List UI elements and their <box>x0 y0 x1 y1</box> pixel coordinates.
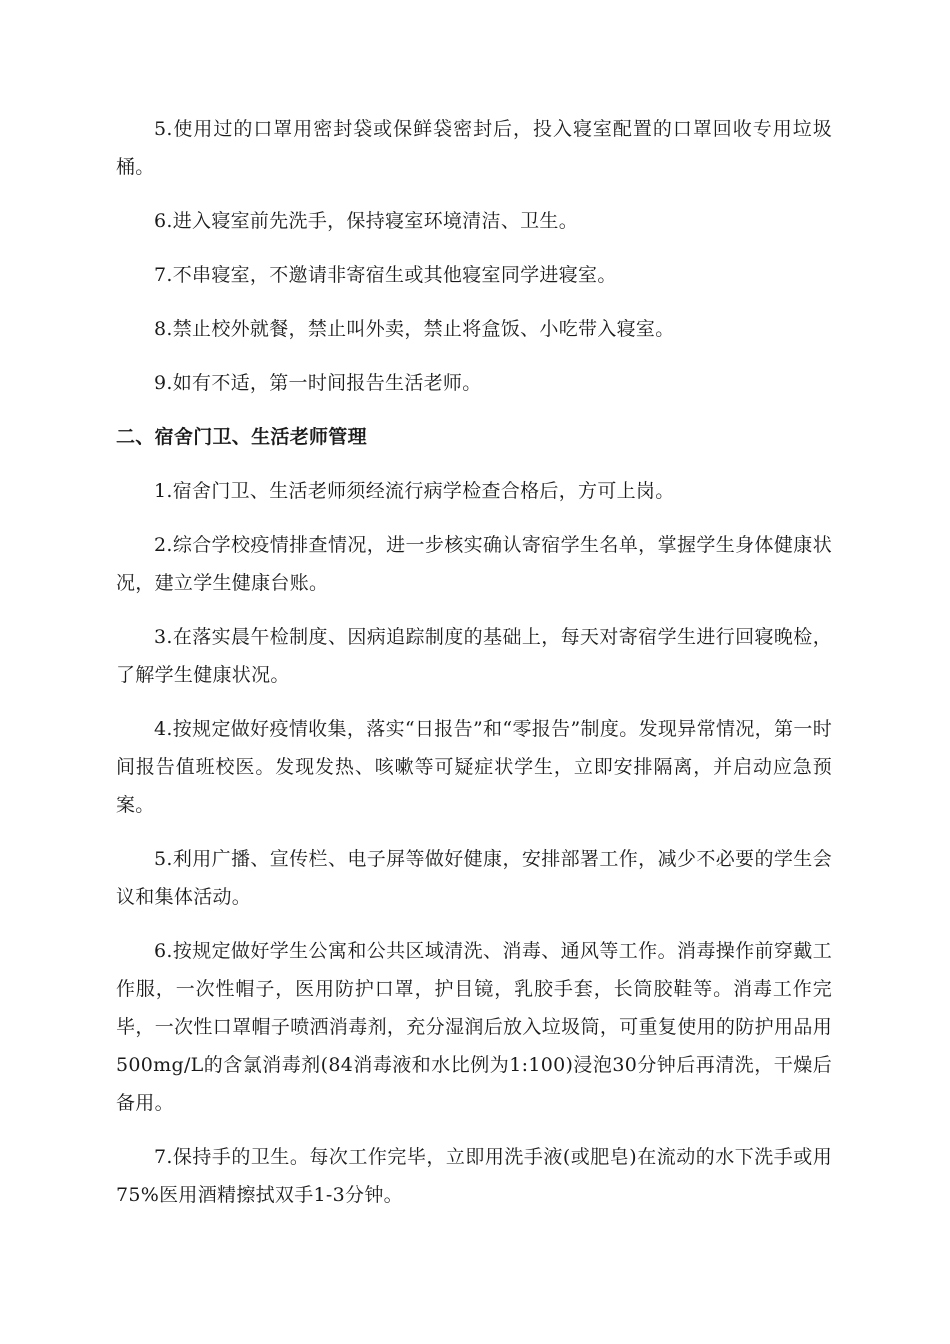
paragraph-s1-item-9: 9.如有不适，第一时间报告生活老师。 <box>154 372 482 394</box>
paragraph-s1-item-5: 5.使用过的口罩用密封袋或保鲜袋密封后，投入寝室配置的口罩回收专用垃圾桶。 <box>116 118 832 178</box>
paragraph-s2-item-2: 2.综合学校疫情排查情况，进一步核实确认寄宿学生名单，掌握学生身体健康状况，建立学生健康台账。 <box>116 534 832 594</box>
paragraph-s1-item-8: 8.禁止校外就餐，禁止叫外卖，禁止将盒饭、小吃带入寝室。 <box>154 318 675 340</box>
paragraph-s1-item-7: 7.不串寝室，不邀请非寄宿生或其他寝室同学进寝室。 <box>154 264 617 286</box>
paragraph-s1-item-6: 6.进入寝室前先洗手，保持寝室环境清洁、卫生。 <box>154 210 579 232</box>
paragraph-s2-item-3: 3.在落实晨午检制度、因病追踪制度的基础上，每天对寄宿学生进行回寝晚检，了解学生健康状况。 <box>116 626 832 686</box>
paragraph-s2-item-5: 5.利用广播、宣传栏、电子屏等做好健康，安排部署工作，减少不必要的学生会议和集体活动。 <box>116 848 832 908</box>
paragraph-s2-item-6: 6.按规定做好学生公寓和公共区域清洗、消毒、通风等工作。消毒操作前穿戴工作服，一次性帽子，医用防护口罩，护目镜，乳胶手套，长筒胶鞋等。消毒工作完毕，一次性口罩帽子喷洒消毒剂，充分湿润后放入垃圾筒，可重复使用的防护用品用500mg/L的含氯消毒剂(84消毒液和水比例为1:100)浸泡30分钟后再清洗，干燥后备用。 <box>116 940 832 1114</box>
section-heading: 二、宿舍门卫、生活老师管理 <box>116 426 367 448</box>
document-page <box>116 110 832 1230</box>
paragraph-s2-item-1: 1.宿舍门卫、生活老师须经流行病学检查合格后，方可上岗。 <box>154 480 675 502</box>
paragraph-s2-item-7: 7.保持手的卫生。每次工作完毕，立即用洗手液(或肥皂)在流动的水下洗手或用75%医用酒精擦拭双手1-3分钟。 <box>116 1146 832 1206</box>
paragraph-s2-item-4: 4.按规定做好疫情收集，落实“日报告”和“零报告”制度。发现异常情况，第一时间报告值班校医。发现发热、咳嗽等可疑症状学生，立即安排隔离，并启动应急预案。 <box>116 718 832 816</box>
